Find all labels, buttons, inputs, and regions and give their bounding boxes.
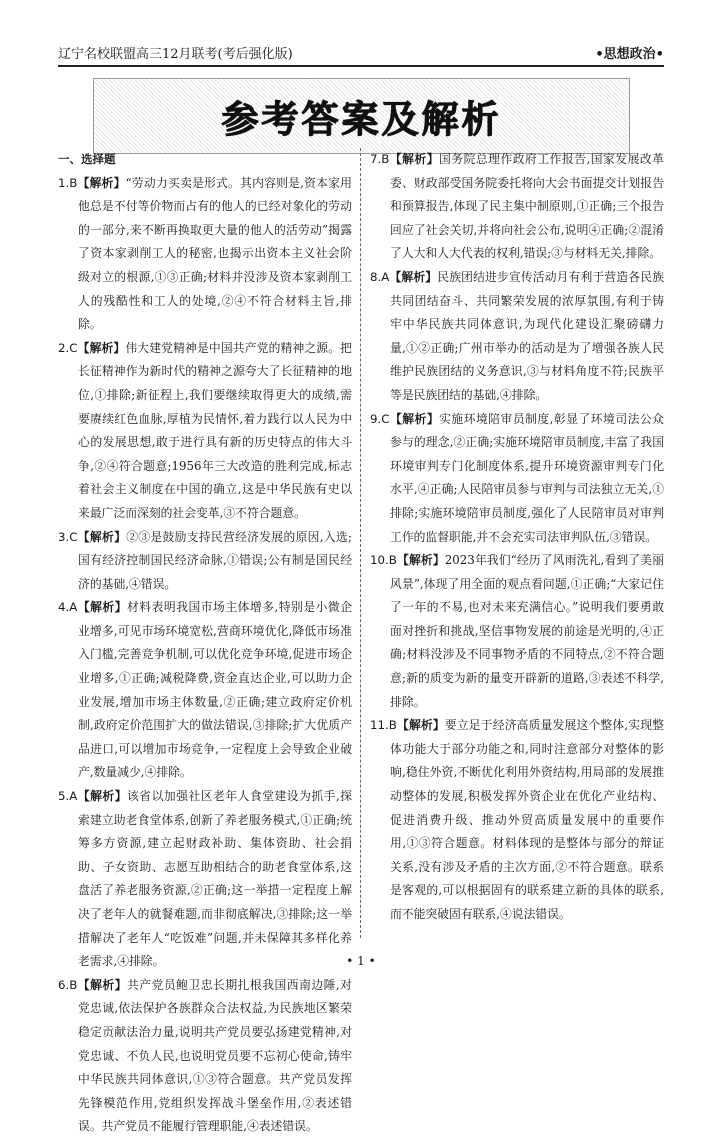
answer-number: 4.A xyxy=(58,600,78,615)
answer-item xyxy=(58,337,352,526)
answer-number: 11.B xyxy=(370,718,397,733)
left-column xyxy=(58,148,352,1139)
answer-item xyxy=(370,408,664,550)
answer-number: 3.C xyxy=(58,529,78,544)
answer-item xyxy=(370,266,664,408)
analysis-tag: 【解析】 xyxy=(396,553,445,568)
analysis-tag: 【解析】 xyxy=(77,529,127,544)
answer-item xyxy=(58,974,352,1139)
page-header xyxy=(58,40,664,67)
answer-item xyxy=(370,549,664,714)
answer-text: 国务院总理作政府工作报告,国家发展改革委、财政部受国务院委托将向大会书面提交计划报告和预算报告,体现了民主集中制原则,①正确;三个报告回应了社会关切,并将向社会公布,说明④正确;②混淆了人大和人大代表的权利,错误;③与材料无关,排除。 xyxy=(390,152,664,261)
answer-item xyxy=(58,526,352,597)
analysis-tag: 【解析】 xyxy=(389,411,440,426)
analysis-tag: 【解析】 xyxy=(77,977,128,992)
answer-text: 伟大建党精神是中国共产党的精神之源。把长征精神作为新时代的精神之源夸大了长征精神的地位,①排除;新征程上,我们要继续取得更大的成绩,需要赓续红色血脉,厚植为民情怀,着力践行以人民为中心的发展思想,敢于进行具有新的历史特点的伟大斗争,②④符合题意;1956年三大改造的胜利完成,标志着社会主义制度在中国的确立,这是中华民族有史以来最广泛而深刻的社会变革,③不符合题意。 xyxy=(78,340,352,520)
page-number: • 1 • xyxy=(346,954,376,968)
answer-text: 要立足于经济高质量发展这个整体,实现整体功能大于部分功能之和,同时注意部分对整体的影响,稳住外资,不断优化利用外资结构,用局部的发展推动整体的发展,积极发挥外资企业在优化产业结构、促进消费升级、推动外贸高质量发展中的重要作用,①③符合题意。材料体现的是整体与部分的辩证关系,没有涉及矛盾的主次方面,②不符合题意。联系是客观的,可以根据固有的联系建立新的具体的联系,而不能突破固有联系,④说法错误。 xyxy=(390,718,664,921)
answer-item xyxy=(58,596,352,785)
answer-columns xyxy=(58,148,664,1134)
answer-number: 9.C xyxy=(370,411,390,426)
answer-number: 8.A xyxy=(370,269,390,284)
answer-text: 该省以加强社区老年人食堂建设为抓手,探索建立助老食堂体系,创新了养老服务模式,①正确;统筹多方资源,建立起财政补助、集体资助、社会捐助、子女资助、志愿互助相结合的助老食堂体系,这盘活了养老服务资源,②正确;这一举措一定程度上解决了老年人的就餐难题,而非彻底解决,③排除;这一举措解决了老年人“吃饭难”问题,并未保障其多样化养老需求,④排除。 xyxy=(78,789,352,969)
page-title: 参考答案及解析 xyxy=(221,98,502,141)
answer-item xyxy=(370,148,664,266)
section-heading: 一、选择题 xyxy=(58,152,116,166)
answer-item xyxy=(370,714,664,926)
header-subject: •思想政治• xyxy=(595,47,664,62)
title-banner xyxy=(93,78,630,154)
answer-text: 实施环境陪审员制度,彰显了环境司法公众参与的理念,②正确;实施环境陪审员制度,丰富了我国环境审判专门化制度体系,提升环境资源审判专门化水平,④正确;人民陪审员参与审判与司法独立无关,①排除;实施环境陪审员制度,强化了人民陪审员对审判工作的监督职能,并不会充实司法审判队伍,③错误。 xyxy=(390,411,664,544)
answer-text: 2023年我们“经历了风雨洗礼,看到了美丽风景”,体现了用全面的观点看问题,①正确;“大家记住了一年的不易,也对未来充满信心。”说明我们要勇敢面对挫折和挑战,坚信事物发展的前途是光明的,④正确;材料没涉及不同事物矛盾的不同特点,②不符合题意;新的质变为新的量变开辟新的道路,③表述不科学,排除。 xyxy=(390,553,664,709)
answer-number: 5.A xyxy=(58,789,78,804)
analysis-tag: 【解析】 xyxy=(77,600,127,615)
answer-text: 共产党员鲍卫忠长期扎根我国西南边陲,对党忠诚,依法保护各族群众合法权益,为民族地区繁荣稳定贡献法治力量,说明共产党员要弘扬建党精神,对党忠诚、不负人民,也说明党员要不忘初心使命,铸牢中华民族共同体意识,①③符合题意。共产党员发挥先锋模范作用,党组织发挥战斗堡垒作用,②表述错误。共产党员不能履行管理职能,④表述错误。 xyxy=(78,977,352,1134)
analysis-tag: 【解析】 xyxy=(396,718,445,733)
answer-text: “劳动力买卖是形式。其内容则是,资本家用他总是不付等价物而占有的他人的已经对象化的劳动的一部分,来不断再换取更大量的他人的活劳动”揭露了资本家剥削工人的秘密,也揭示出资本主义社会阶级对立的根源,①③正确;材料并没涉及资本家剥削工人的残酷性和工人的处境,②④不符合材料主旨,排除。 xyxy=(78,175,352,332)
right-column xyxy=(370,148,664,927)
answer-number: 2.C xyxy=(58,340,78,355)
analysis-tag: 【解析】 xyxy=(389,152,440,166)
column-divider xyxy=(360,148,361,938)
analysis-tag: 【解析】 xyxy=(77,175,126,190)
answer-number: 10.B xyxy=(370,553,397,568)
answer-item xyxy=(58,785,352,974)
answer-text: ②③是鼓励支持民营经济发展的原因,入选;国有经济控制国民经济命脉,①错误;公有制是国民经济的基础,④错误。 xyxy=(78,529,352,591)
answer-number: 6.B xyxy=(58,977,78,992)
answer-text: 材料表明我国市场主体增多,特别是小微企业增多,可见市场环境宽松,营商环境优化,降低市场准入门槛,完善竞争机制,可以优化竞争环境,促进市场企业增多,①正确;减税降费,资金直达企业,可以助力企业发展,增加市场主体数量,②正确;建立政府定价机制,政府定价范围扩大的做法错误,③排除;扩大优质产品进口,可以增加市场竞争,一定程度上会导致企业破产,数量减少,④排除。 xyxy=(78,600,352,780)
answer-text: 民族团结进步宣传活动月有利于营造各民族共同团结奋斗、共同繁荣发展的浓厚氛围,有利于铸牢中华民族共同体意识,为现代化建设汇聚磅礴力量,①②正确;广州市举办的活动是为了增强各族人民维护民族团结的义务意识,③与材料角度不符;民族平等是民族团结的基础,④排除。 xyxy=(390,269,664,402)
answer-number: 7.B xyxy=(370,152,390,166)
analysis-tag: 【解析】 xyxy=(77,789,127,804)
analysis-tag: 【解析】 xyxy=(389,269,438,284)
answer-number: 1.B xyxy=(58,175,78,190)
answer-item xyxy=(58,172,352,337)
analysis-tag: 【解析】 xyxy=(77,340,126,355)
header-exam-name: 辽宁名校联盟高三12月联考(考后强化版) xyxy=(58,47,293,62)
